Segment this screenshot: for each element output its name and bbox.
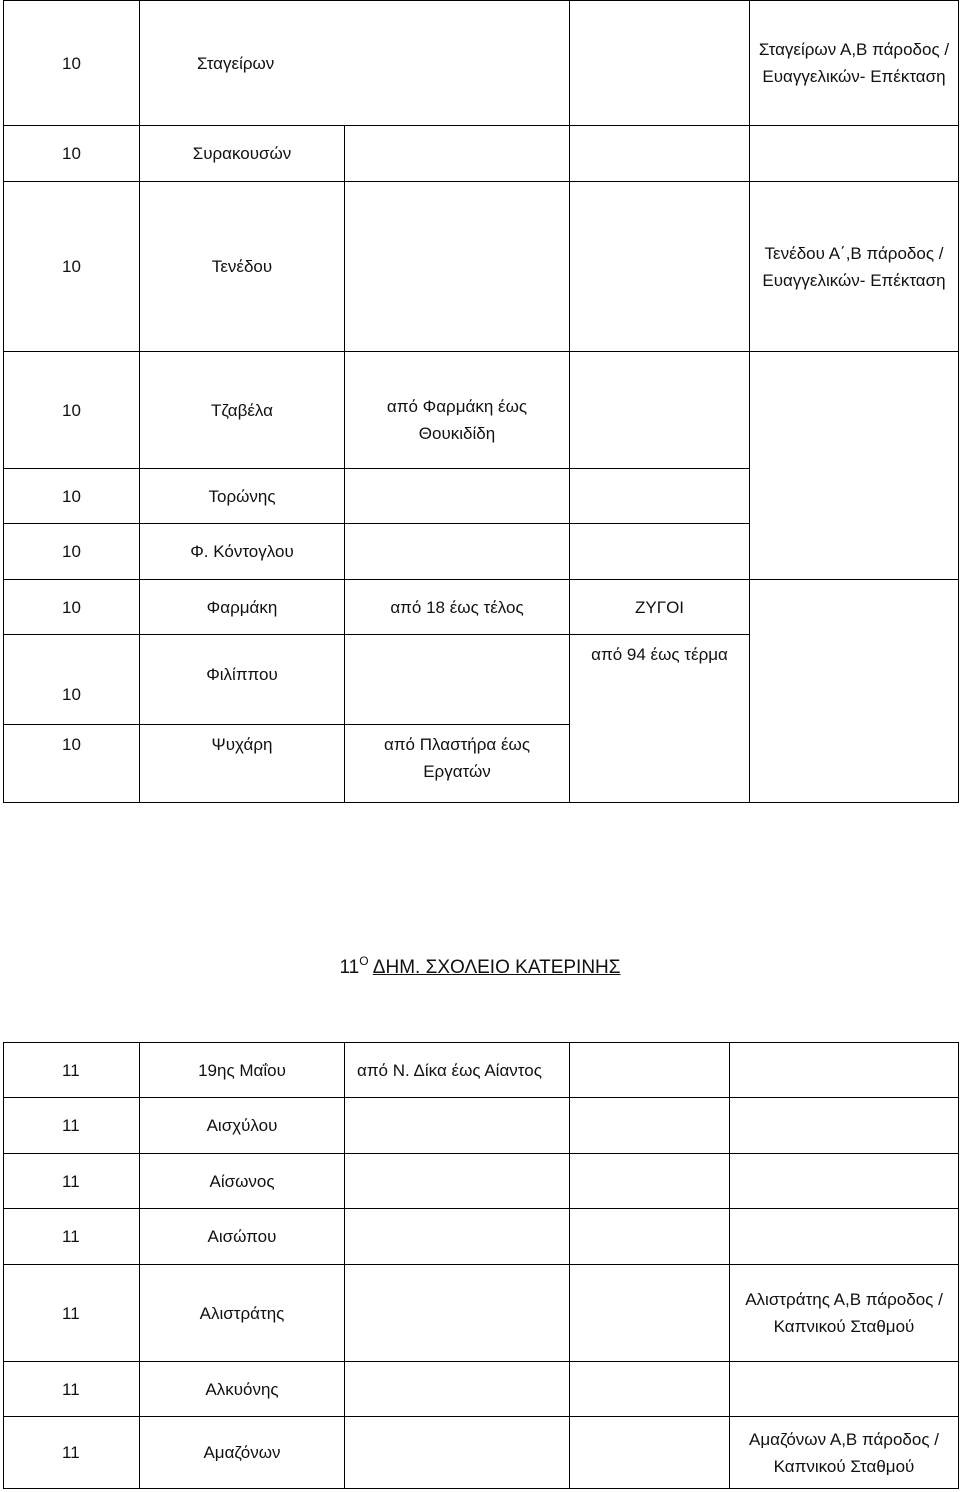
school-number: 11 (4, 1209, 140, 1265)
school-number: 11 (4, 1265, 140, 1362)
street-note: Αμαζόνων Α,Β πάροδος / Καπνικού Σταθμού (730, 1417, 959, 1489)
street-note: Σταγείρων Α,Β πάροδος / Ευαγγελικών- Επέκταση (750, 1, 959, 126)
school-number: 10 (4, 1, 140, 126)
street-name: Αισχύλου (140, 1098, 345, 1154)
street-range: από Ν. Δίκα έως Αίαντος (345, 1043, 570, 1098)
street-note (730, 1098, 959, 1154)
street-empty (570, 1265, 730, 1362)
street-range (345, 182, 570, 352)
street-note (730, 1209, 959, 1265)
street-note (750, 126, 959, 182)
school-number: 10 (4, 469, 140, 524)
street-note (730, 1043, 959, 1098)
street-name: Ψυχάρη (140, 725, 345, 803)
school-number: 11 (4, 1417, 140, 1489)
street-name: Τορώνης (140, 469, 345, 524)
school-number: 10 (4, 580, 140, 635)
street-range: από 18 έως τέλος (345, 580, 570, 635)
street-name: Αισώπου (140, 1209, 345, 1265)
street-empty (570, 182, 750, 352)
school-number: 10 (4, 182, 140, 352)
table-row (4, 1362, 959, 1417)
school-heading (0, 947, 960, 982)
street-note: ΖΥΓΟΙ (570, 580, 750, 635)
street-range (345, 1154, 570, 1209)
street-note: Αλιστράτης Α,Β πάροδος / Καπνικού Σταθμού (730, 1265, 959, 1362)
street-note: από 94 έως τέρμα (570, 635, 750, 803)
street-empty (570, 1209, 730, 1265)
street-range (345, 1362, 570, 1417)
street-range (345, 1265, 570, 1362)
street-name: Συρακουσών (140, 126, 345, 182)
school-number: 11 (4, 1043, 140, 1098)
table-row (4, 1154, 959, 1209)
heading-number: 11 (339, 957, 360, 978)
school-number: 11 (4, 1098, 140, 1154)
street-empty (570, 1417, 730, 1489)
street-note (750, 352, 959, 580)
table-row (4, 580, 959, 635)
street-note (730, 1154, 959, 1209)
street-empty (570, 1154, 730, 1209)
street-name: Σταγείρων (140, 1, 570, 126)
street-range (345, 469, 570, 524)
street-note: Τενέδου Α΄,Β πάροδος / Ευαγγελικών- Επέκταση (750, 182, 959, 352)
table-row (4, 182, 959, 352)
table-row (4, 1043, 959, 1098)
street-name: Τενέδου (140, 182, 345, 352)
street-range (570, 1, 750, 126)
street-name: Φ. Κόντογλου (140, 524, 345, 580)
street-name: Τζαβέλα (140, 352, 345, 469)
school-number: 10 (4, 725, 140, 803)
street-empty (570, 1098, 730, 1154)
table-row (4, 1, 959, 126)
street-range (345, 1209, 570, 1265)
street-range (345, 635, 570, 725)
street-table-school-11 (3, 1042, 959, 1489)
table-row (4, 126, 959, 182)
street-name: Φαρμάκη (140, 580, 345, 635)
street-name: Αμαζόνων (140, 1417, 345, 1489)
school-number: 10 (4, 524, 140, 580)
street-empty (570, 524, 750, 580)
street-name: Αλκυόνης (140, 1362, 345, 1417)
street-name: Αίσωνος (140, 1154, 345, 1209)
heading-title: ΔΗΜ. ΣΧΟΛΕΙΟ ΚΑΤΕΡΙΝΗΣ (372, 957, 621, 978)
street-name: Αλιστράτης (140, 1265, 345, 1362)
street-note (730, 1362, 959, 1417)
street-range (345, 1417, 570, 1489)
table-row (4, 1209, 959, 1265)
street-name: Φιλίππου (140, 635, 345, 725)
school-number: 11 (4, 1362, 140, 1417)
school-number: 10 (4, 352, 140, 469)
street-empty (570, 469, 750, 524)
street-range: από Φαρμάκη έως Θουκιδίδη (345, 352, 570, 469)
street-empty (570, 352, 750, 469)
school-number: 10 (4, 635, 140, 725)
table-row (4, 1417, 959, 1489)
street-name: 19ης Μαΐου (140, 1043, 345, 1098)
heading-superscript: Ο (359, 954, 369, 968)
street-range (345, 126, 570, 182)
street-empty (570, 126, 750, 182)
street-range: από Πλαστήρα έως Εργατών (345, 725, 570, 803)
street-empty (570, 1043, 730, 1098)
table-row (4, 1265, 959, 1362)
street-empty (570, 1362, 730, 1417)
table-row (4, 1098, 959, 1154)
street-range (345, 524, 570, 580)
table-row (4, 352, 959, 469)
school-number: 11 (4, 1154, 140, 1209)
street-range (345, 1098, 570, 1154)
school-number: 10 (4, 126, 140, 182)
street-table-school-10 (3, 0, 959, 803)
street-empty (750, 580, 959, 803)
